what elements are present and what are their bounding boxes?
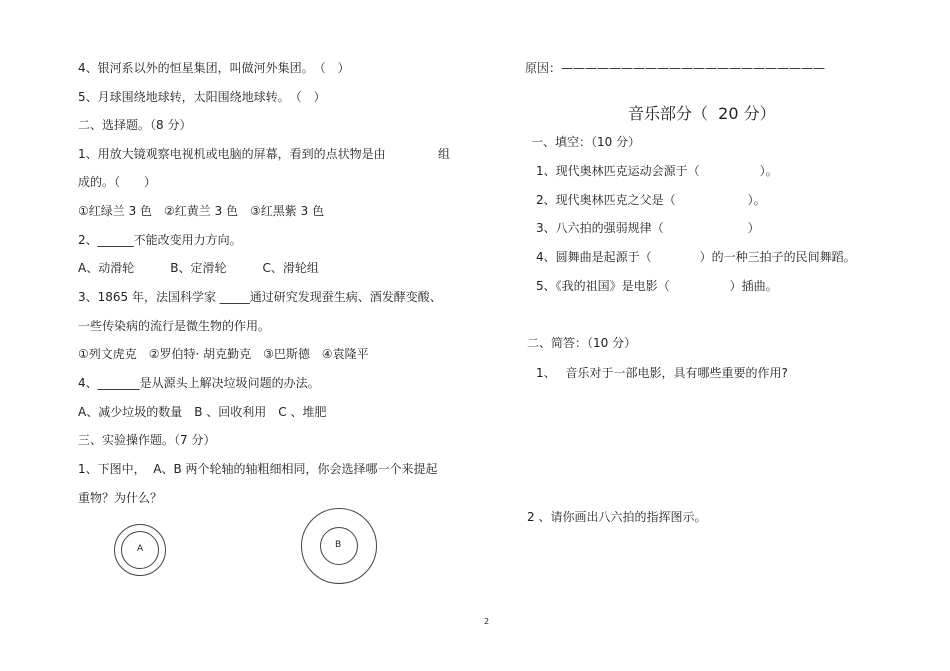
fill-blank-item-5: 5、《我的祖国》是电影（ ）插曲。 — [536, 279, 778, 293]
section-heading-short-answer: 二、简答：（10 分） — [527, 336, 637, 350]
fill-blank-item-2: 2、现代奥林匹克之父是（ ）。 — [536, 193, 766, 207]
page-number: 2 — [484, 617, 490, 626]
fill-blank-item-1: 1、现代奥林匹克运动会源于（ ）。 — [536, 164, 778, 178]
section-heading-multiple-choice: 二、选择题。（8 分） — [78, 118, 192, 132]
true-false-item-4: 4、银河系以外的恒星集团，叫做河外集团。 （ ） — [78, 61, 350, 75]
experiment-question-line-1: 1、下图中， A、B 两个轮轴的轴粗细相同，你会选择哪一个来提起 — [78, 462, 438, 476]
section-heading-experiment: 三、实验操作题。（7 分） — [78, 433, 216, 447]
wheel-b-label: B — [335, 540, 342, 550]
music-section-title: 音乐部分（ 20 分） — [628, 104, 776, 123]
choice-question-1-suffix: 组 — [438, 147, 451, 161]
choice-question-4-options: A、减少垃圾的数量 B 、回收利用 C 、堆肥 — [78, 405, 327, 419]
choice-question-2: 2、______不能改变用力方向。 — [78, 233, 242, 247]
short-answer-item-1: 1、 音乐对于一部电影，具有哪些重要的作用? — [536, 366, 788, 380]
experiment-question-line-2: 重物？为什么？ — [78, 491, 163, 505]
reason-line: 原因：—————————————————————— — [525, 61, 826, 75]
true-false-item-5: 5、月球围绕地球转，太阳围绕地球转。 （ ） — [78, 90, 326, 104]
short-answer-item-2: 2 、请你画出八六拍的指挥图示。 — [527, 510, 707, 524]
wheel-a-label: A — [137, 544, 144, 554]
choice-question-4: 4、_______是从源头上解决垃圾问题的办法。 — [78, 376, 320, 390]
choice-question-1-line-1: 1、用放大镜观察电视机或电脑的屏幕，看到的点状物是由 — [78, 147, 386, 161]
choice-question-2-options: A、动滑轮 B、定滑轮 C、滑轮组 — [78, 261, 319, 275]
choice-question-3-line-1: 3、1865 年，法国科学家 _____通过研究发现蚕生病、酒发酵变酸、 — [78, 290, 442, 304]
choice-question-3-options: ①列文虎克 ②罗伯特· 胡克勤克 ③巴斯德 ④袁隆平 — [78, 347, 369, 361]
choice-question-1-line-2: 成的。（ ） — [78, 175, 157, 189]
choice-question-3-line-2: 一些传染病的流行是微生物的作用。 — [78, 319, 271, 333]
fill-blank-item-3: 3、八六拍的强弱规律（ ） — [536, 221, 760, 235]
choice-question-1-options: ①红绿兰 3 色 ②红黄兰 3 色 ③红黑紫 3 色 — [78, 204, 325, 218]
fill-blank-item-4: 4、圆舞曲是起源于（ ）的一种三拍子的民间舞蹈。 — [536, 250, 856, 264]
section-heading-fill-blank: 一、填空：（10 分） — [531, 135, 641, 149]
